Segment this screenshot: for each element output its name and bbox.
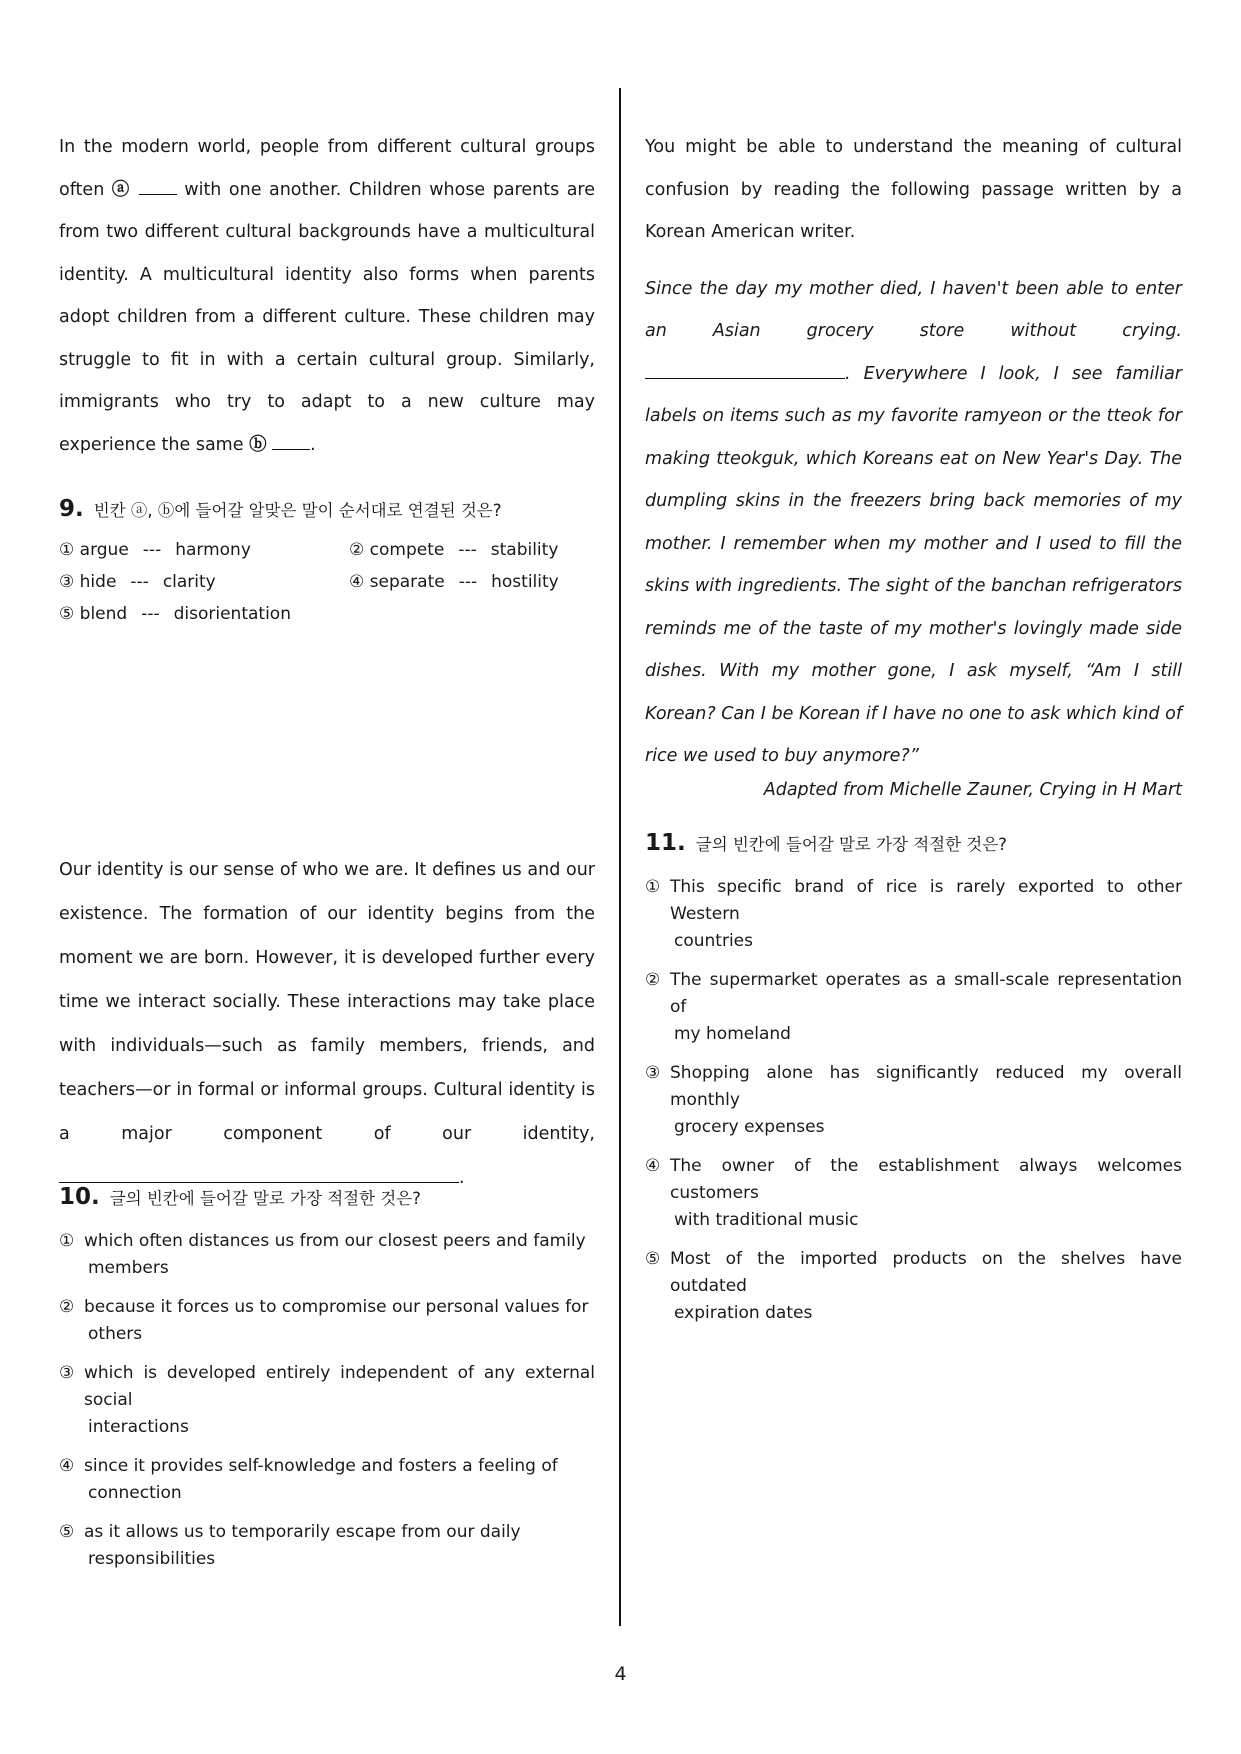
question-10-options [59, 1228, 595, 1573]
q11-option-5[interactable]: ⑤ Most of the imported products on the shelves have outdated expiration dates [645, 1248, 1182, 1323]
passage-2-text: Our identity is our sense of who we are. It defines us and our existence. The formation of our identity begins from the moment we are born. However, it is developed further every time we interact socially. These interactions may take place with individuals—such as family members, friends, and teachers—or in formal or informal groups. Cultural identity is a major component of our identity, [59, 860, 595, 1144]
passage-2: Our identity is our sense of who we are. It defines us and our existence. The formation of our identity begins from the moment we are born. However, it is developed further every time we interact socially. These interactions may take place with individuals—such as family members, friends, and teachers—or in formal or informal groups. Cultural identity is a major component of our identity, . [59, 860, 595, 1188]
blank-a [139, 180, 177, 195]
passage-1-text-b: with one another. Children whose parents are from two different cultural backgrounds have a multicultural identity. A multicultural identity also forms when parents adopt children from a different culture. These children may struggle to fit in with a certain cultural group. Similarly, immigrants who try to adapt to a new culture may experience the same [59, 179, 595, 455]
page-number: 4 [614, 1663, 627, 1685]
question-9-number: 9. [59, 496, 84, 522]
blank-b [272, 435, 310, 450]
question-9-prompt: 빈칸 ⓐ, ⓑ에 들어갈 알맞은 말이 순서대로 연결된 것은? [93, 501, 502, 520]
question-11-prompt: 글의 빈칸에 들어갈 말로 가장 적절한 것은? [695, 834, 1007, 854]
q10-option-3[interactable]: ③ which is developed entirely independent of any external social interactions [59, 1363, 595, 1437]
question-9-title [59, 496, 595, 522]
q11-option-3[interactable]: ③ Shopping alone has significantly reduced my overall monthly grocery expenses [645, 1062, 1182, 1137]
q9-option-2[interactable]: ② compete --- stability [349, 540, 559, 560]
question-11-number: 11. [645, 829, 686, 856]
question-10-title [59, 1184, 595, 1210]
blank-q10 [59, 1168, 459, 1183]
q9-option-4[interactable]: ④ separate --- hostility [349, 572, 559, 592]
q10-option-5[interactable]: ⑤ as it allows us to temporarily escape from our daily responsibilities [59, 1522, 521, 1569]
blank-q11 [645, 364, 845, 379]
q10-option-1[interactable]: ① which often distances us from our closest peers and family members [59, 1231, 586, 1278]
question-9 [59, 496, 595, 624]
blank-marker-a: ⓐ [111, 179, 132, 200]
q11-option-1[interactable]: ① This specific brand of rice is rarely exported to other Western countries [645, 876, 1182, 951]
quote-part-a: Since the day my mother died, I haven't been able to enter an Asian grocery store without crying. [645, 278, 1182, 341]
question-10-prompt: 글의 빈칸에 들어갈 말로 가장 적절한 것은? [109, 1189, 421, 1208]
q9-option-3[interactable]: ③ hide --- clarity [59, 572, 216, 592]
q9-option-5[interactable]: ⑤ blend --- disorientation [59, 604, 291, 624]
blank-marker-b: ⓑ [249, 434, 267, 455]
q11-option-2[interactable]: ② The supermarket operates as a small-scale representation of my homeland [645, 969, 1182, 1044]
right-column [645, 126, 1182, 1339]
passage-1-text-a: In the modern world, people from different cultural groups often [59, 137, 595, 200]
q10-option-2[interactable]: ② because it forces us to compromise our personal values for others [59, 1297, 589, 1344]
q9-option-1[interactable]: ① argue --- harmony [59, 540, 251, 560]
passage-1 [59, 126, 595, 466]
q10-option-4[interactable]: ④ since it provides self-knowledge and fosters a feeling of connection [59, 1456, 558, 1503]
question-11-title [645, 830, 1182, 856]
question-10 [59, 1184, 595, 1585]
left-column [59, 126, 595, 1569]
question-11-options [645, 874, 1182, 1327]
question-9-options [59, 540, 595, 624]
passage-1-end: . [310, 434, 316, 455]
column-divider [619, 88, 621, 1626]
q11-option-4[interactable]: ④ The owner of the establishment always welcomes customers with traditional music [645, 1155, 1182, 1230]
passage-3-intro: You might be able to understand the meaning of cultural confusion by reading the following passage written by a Korean American writer. [645, 137, 1182, 242]
quote-part-b: . Everywhere I look, I see familiar labels on items such as my favorite ramyeon or the tteok for making tteokguk, which Koreans eat on New Year's Day. The dumpling skins in the freezers bring back memories of my mother. I remember when my mother and I used to fill the skins with ingredients. The sight of the banchan refrigerators reminds me of the taste of my mother's lovingly made side dishes. With my mother gone, I ask myself, “Am I still Korean? Can I be Korean if I have no one to ask which kind of rice we used to buy anymore?” [645, 363, 1182, 766]
passage-3-quote [645, 268, 1182, 778]
passage-3-source: Adapted from Michelle Zauner, Crying in H Mart [763, 779, 1182, 800]
question-10-number: 10. [59, 1184, 100, 1210]
question-11 [645, 830, 1182, 1327]
